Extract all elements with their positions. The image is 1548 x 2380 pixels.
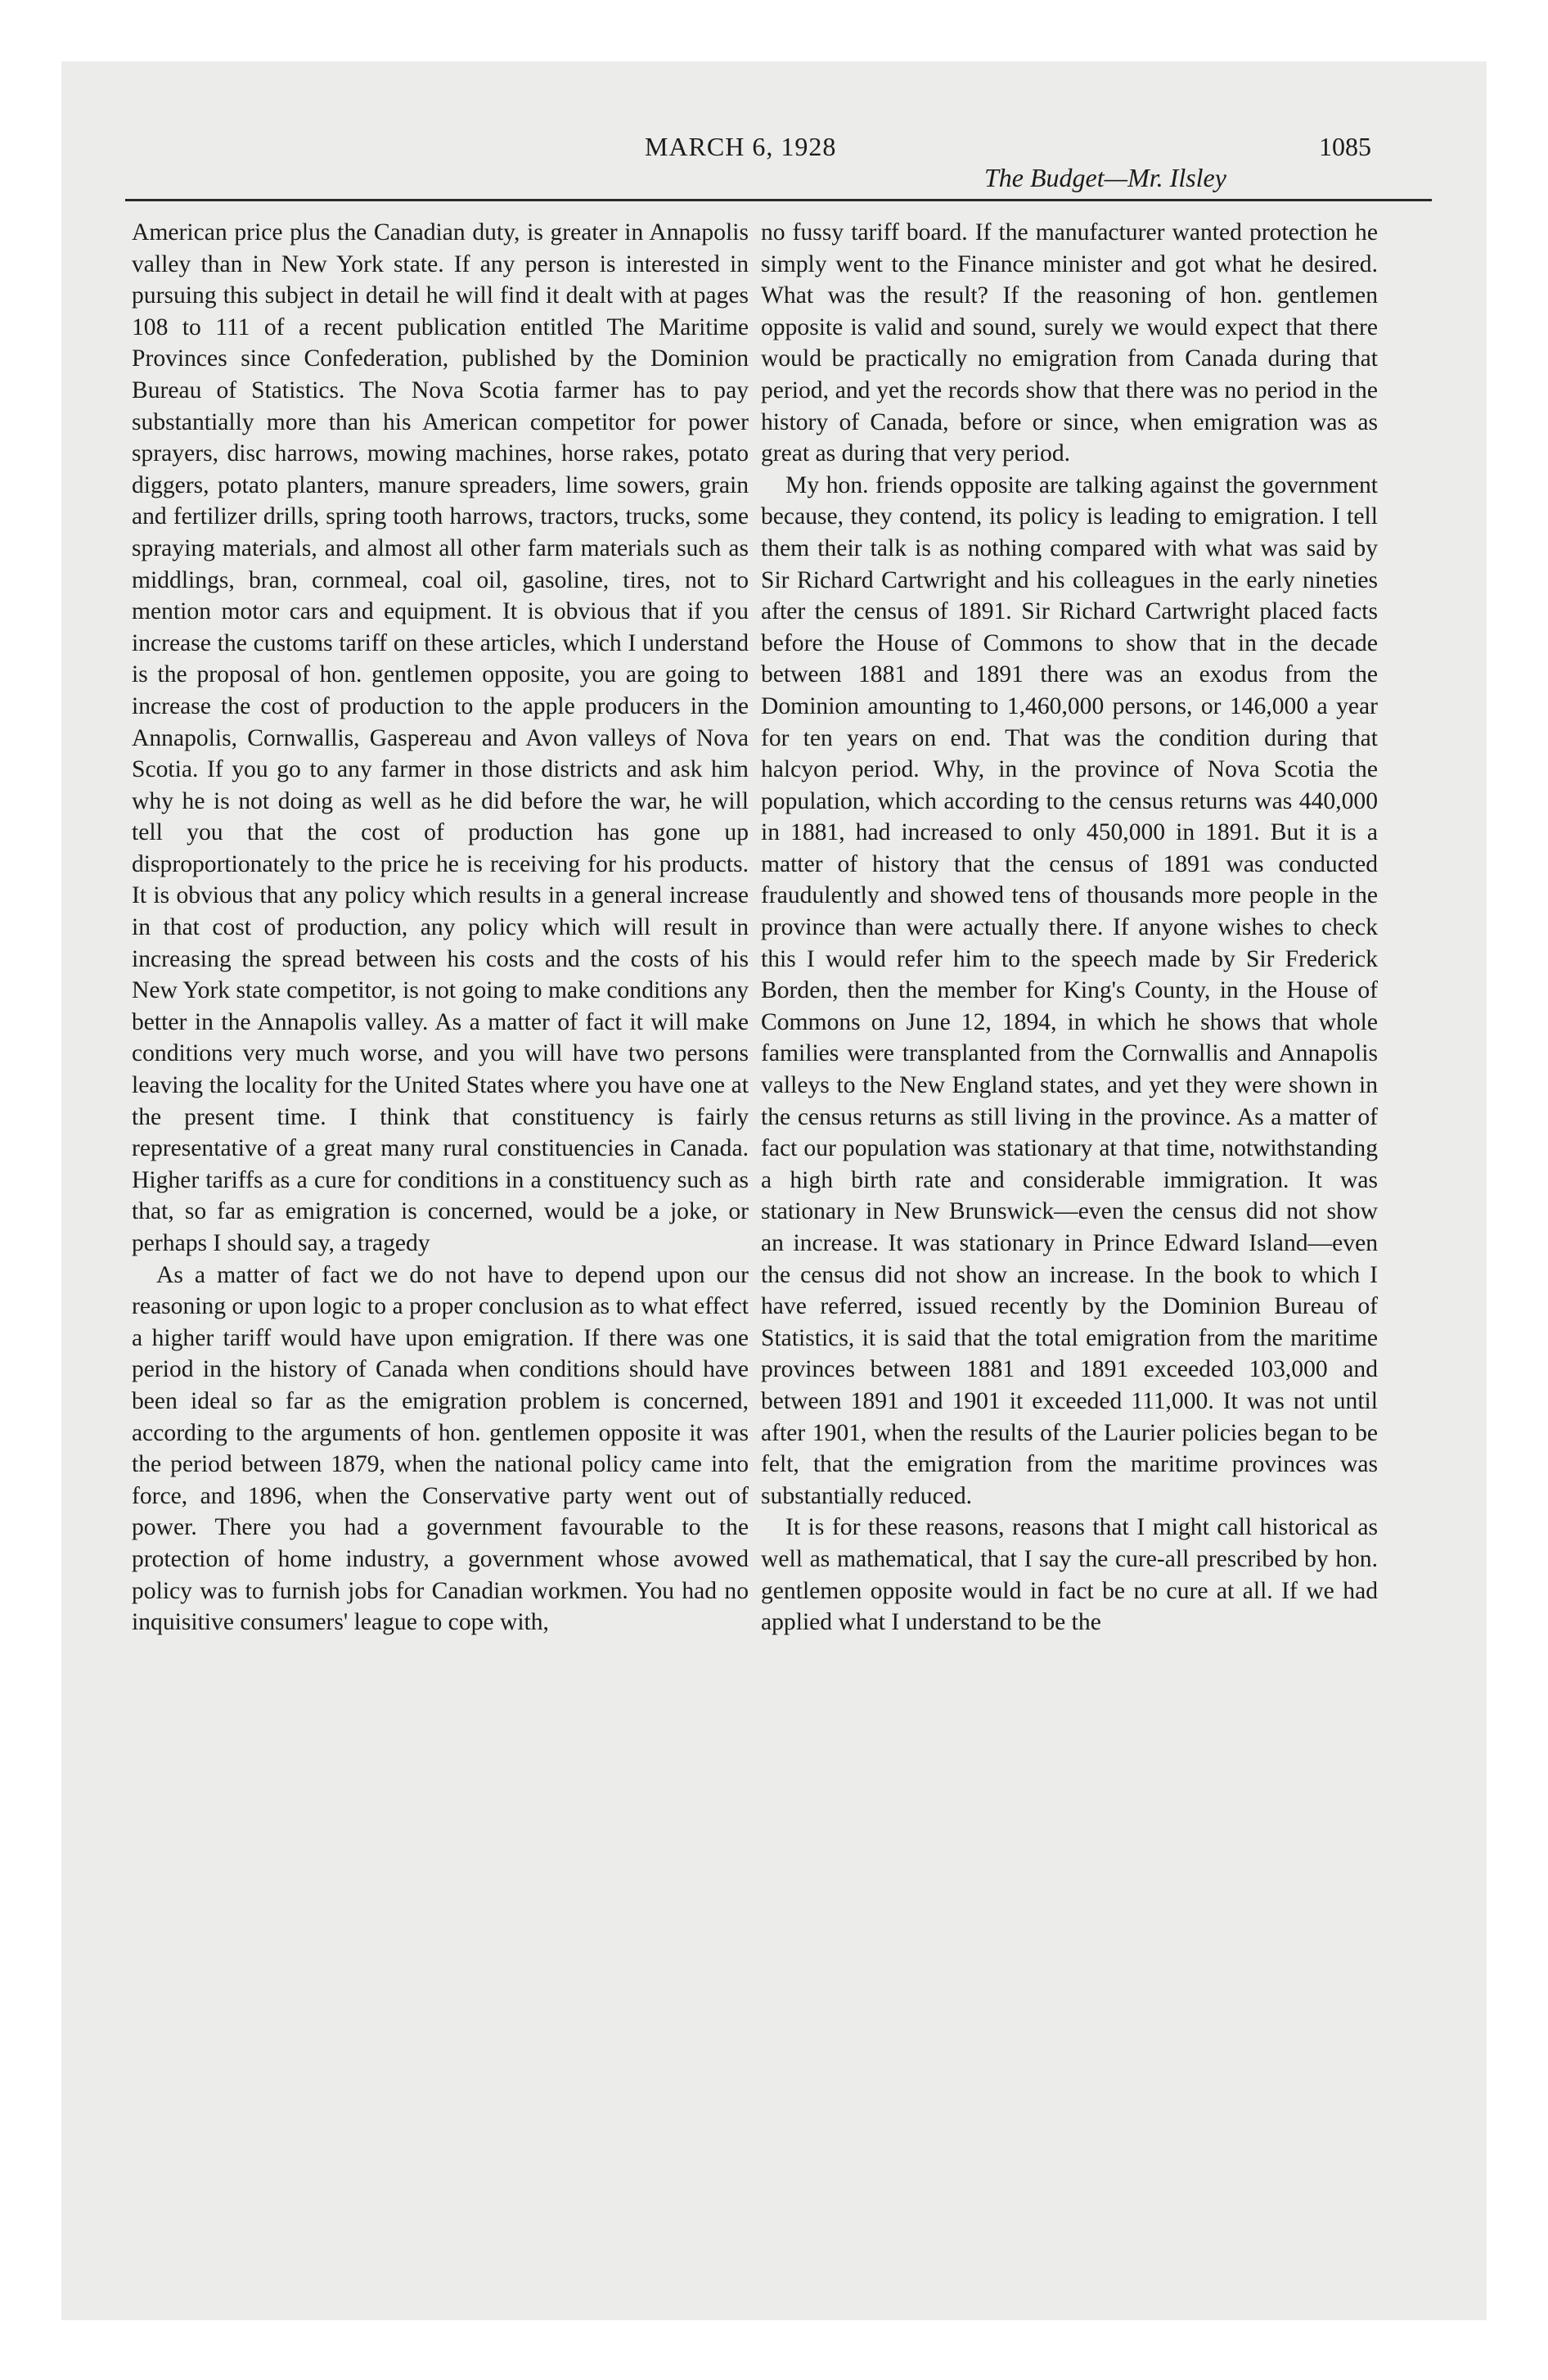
page-body — [61, 61, 1487, 2320]
header-rule — [125, 199, 1432, 201]
header-section-title: The Budget—Mr. Ilsley — [984, 163, 1226, 192]
right-paragraph-2: My hon. friends opposite are talking against the government because, they contend, its policy is leading to emigration. I tell them their talk is as nothing compared with what was said by Sir Richard Cartwright and his colleagues in the early nineties after the census of 1891. Sir Richard Cartwright placed facts before the House of Commons to show that in the decade between 1881 and 1891 there was an exodus from the Dominion amounting to 1,460,000 persons, or 146,000 a year for ten years on end. That was the condition during that halcyon period. Why, in the province of Nova Scotia the population, which according to the census returns was 440,000 in 1881, had increased to only 450,000 in 1891. But it is a matter of history that the census of 1891 was conducted fraudulently and showed tens of thousands more people in the province than were actually there. If anyone wishes to check this I would refer him to the speech made by Sir Frederick Borden, then the member for King's County, in the House of Commons on June 12, 1894, in which he shows that whole families were transplanted from the Cornwallis and Annapolis valleys to the New England states, and yet they were shown in the census returns as still living in the province. As a matter of fact our population was stationary at that time, notwithstanding a high birth rate and considerable immigration. It was stationary in New Brunswick—even the census did not show an increase. It was stationary in Prince Edward Island—even the census did not show an increase. In the book to which I have referred, issued recently by the Dominion Bureau of Statistics, it is said that the total emigration from the maritime provinces between 1881 and 1891 exceeded 103,000 and between 1891 and 1901 it exceeded 111,000. It was not until after 1901, when the results of the Laurier policies began to be felt, that the emigration from the maritime provinces was substantially reduced. — [761, 471, 1378, 1509]
right-paragraph-1: no fussy tariff board. If the manufacturer wanted protection he simply went to the Finance minister and got what he desired. What was the result? If the reasoning of hon. gentlemen opposite is valid and sound, surely we would expect that there would be practically no emigration from Canada during that period, and yet the records show that there was no period in the history of Canada, before or since, when emigration was as great as during that very period. — [761, 219, 1378, 467]
header-page-number: 1085 — [1319, 132, 1371, 161]
scanned-page — [61, 61, 1487, 2320]
left-column — [132, 217, 749, 1639]
running-head — [61, 61, 1487, 192]
left-paragraph-2: As a matter of fact we do not have to depend upon our reasoning or upon logic to a proper conclusion as to what effect a higher tariff would have upon emigration. If there was one period in the history of Canada when conditions should have been ideal so far as the emigration problem is concerned, according to the arguments of hon. gentlemen opposite it was the period between 1879, when the national policy came into force, and 1896, when the Conservative party went out of power. There you had a government favourable to the protection of home industry, a government whose avowed policy was to furnish jobs for Canadian workmen. You had no inquisitive consumers' league to cope with, — [132, 1261, 749, 1636]
right-column — [761, 217, 1378, 1639]
left-paragraph-1: American price plus the Canadian duty, is greater in Annapolis valley than in New York state. If any person is interested in pursuing this subject in detail he will find it dealt with at pages 108 to 111 of a recent publication entitled The Maritime Provinces since Confederation, published by the Dominion Bureau of Statistics. The Nova Scotia farmer has to pay substantially more than his American competitor for power sprayers, disc harrows, mowing machines, horse rakes, potato diggers, potato planters, manure spreaders, lime sowers, grain and fertilizer drills, spring tooth harrows, tractors, trucks, some spraying materials, and almost all other farm materials such as middlings, bran, cornmeal, coal oil, gasoline, tires, not to mention motor cars and equipment. It is obvious that if you increase the customs tariff on these articles, which I understand is the proposal of hon. gentlemen opposite, you are going to increase the cost of production to the apple producers in the Annapolis, Cornwallis, Gaspereau and Avon valleys of Nova Scotia. If you go to any farmer in those districts and ask him why he is not doing as well as he did before the war, he will tell you that the cost of production has gone up disproportionately to the price he is receiving for his products. It is obvious that any policy which results in a general increase in that cost of production, any policy which will result in increasing the spread between his costs and the costs of his New York state competitor, is not going to make conditions any better in the Annapolis valley. As a matter of fact it will make conditions very much worse, and you will have two persons leaving the locality for the United States where you have one at the present time. I think that constituency is fairly representative of a great many rural constituencies in Canada. Higher tariffs as a cure for conditions in a constituency such as that, so far as emigration is concerned, would be a joke, or perhaps I should say, a tragedy — [132, 219, 749, 1256]
header-date: MARCH 6, 1928 — [645, 132, 837, 161]
right-paragraph-3: It is for these reasons, reasons that I might call historical as well as mathematical, that I say the cure-all prescribed by hon. gentlemen opposite would in fact be no cure at all. If we had applied what I understand to be the — [761, 1514, 1378, 1636]
